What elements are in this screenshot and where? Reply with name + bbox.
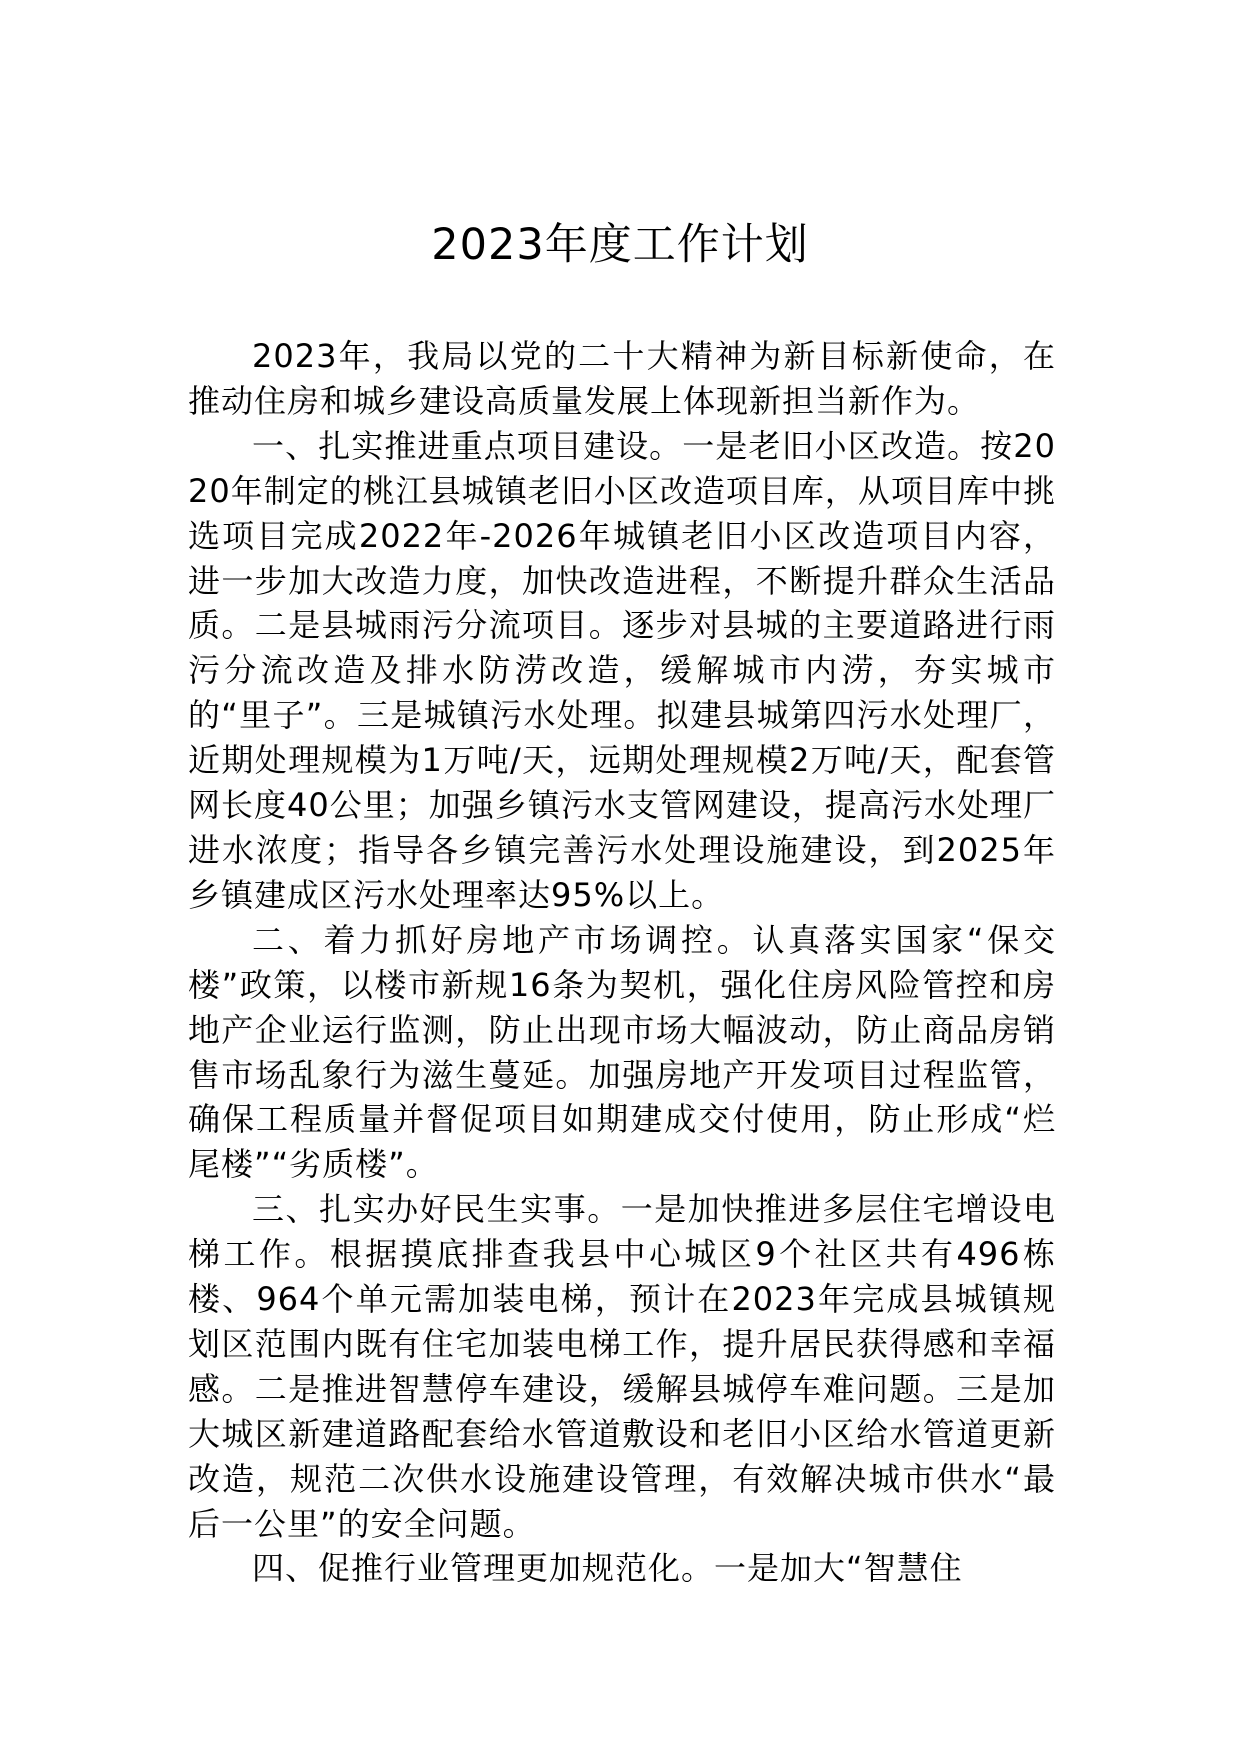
document-body	[188, 334, 1056, 1591]
paragraph-section-2: 二、着力抓好房地产市场调控。认真落实国家“保交楼”政策，以楼市新规16条为契机，强化住房风险管控和房地产企业运行监测，防止出现市场大幅波动，防止商品房销售市场乱象行为滋生蔓延。加强房地产开发项目过程监管，确保工程质量并督促项目如期建成交付使用，防止形成“烂尾楼”“劣质楼”。	[188, 920, 1056, 1184]
paragraph-section-4: 四、促推行业管理更加规范化。一是加大“智慧住	[252, 1549, 963, 1588]
document-title: 2023年度工作计划	[431, 220, 809, 270]
paragraph-section-3: 三、扎实办好民生实事。一是加快推进多层住宅增设电梯工作。根据摸底排查我县中心城区9个社区共有496栋楼、964个单元需加装电梯，预计在2023年完成县城镇规划区范围内既有住宅加装电梯工作，提升居民获得感和幸福感。二是推进智慧停车建设，缓解县城停车难问题。三是加大城区新建道路配套给水管道敷设和老旧小区给水管道更新改造，规范二次供水设施建设管理，有效解决城市供水“最后一公里”的安全问题。	[188, 1190, 1056, 1543]
paragraph-section-1: 一、扎实推进重点项目建设。一是老旧小区改造。按2020年制定的桃江县城镇老旧小区改造项目库，从项目库中挑选项目完成2022年-2026年城镇老旧小区改造项目内容，进一步加大改造力度，加快改造进程，不断提升群众生活品质。二是县城雨污分流项目。逐步对县城的主要道路进行雨污分流改造及排水防涝改造，缓解城市内涝，夯实城市的“里子”。三是城镇污水处理。拟建县城第四污水处理厂，近期处理规模为1万吨/天，远期处理规模2万吨/天，配套管网长度40公里；加强乡镇污水支管网建设，提高污水处理厂进水浓度；指导各乡镇完善污水处理设施建设，到2025年乡镇建成区污水处理率达95%以上。	[188, 426, 1056, 914]
paragraph-intro: 2023年，我局以党的二十大精神为新目标新使命，在推动住房和城乡建设高质量发展上体现新担当新作为。	[188, 337, 1056, 420]
